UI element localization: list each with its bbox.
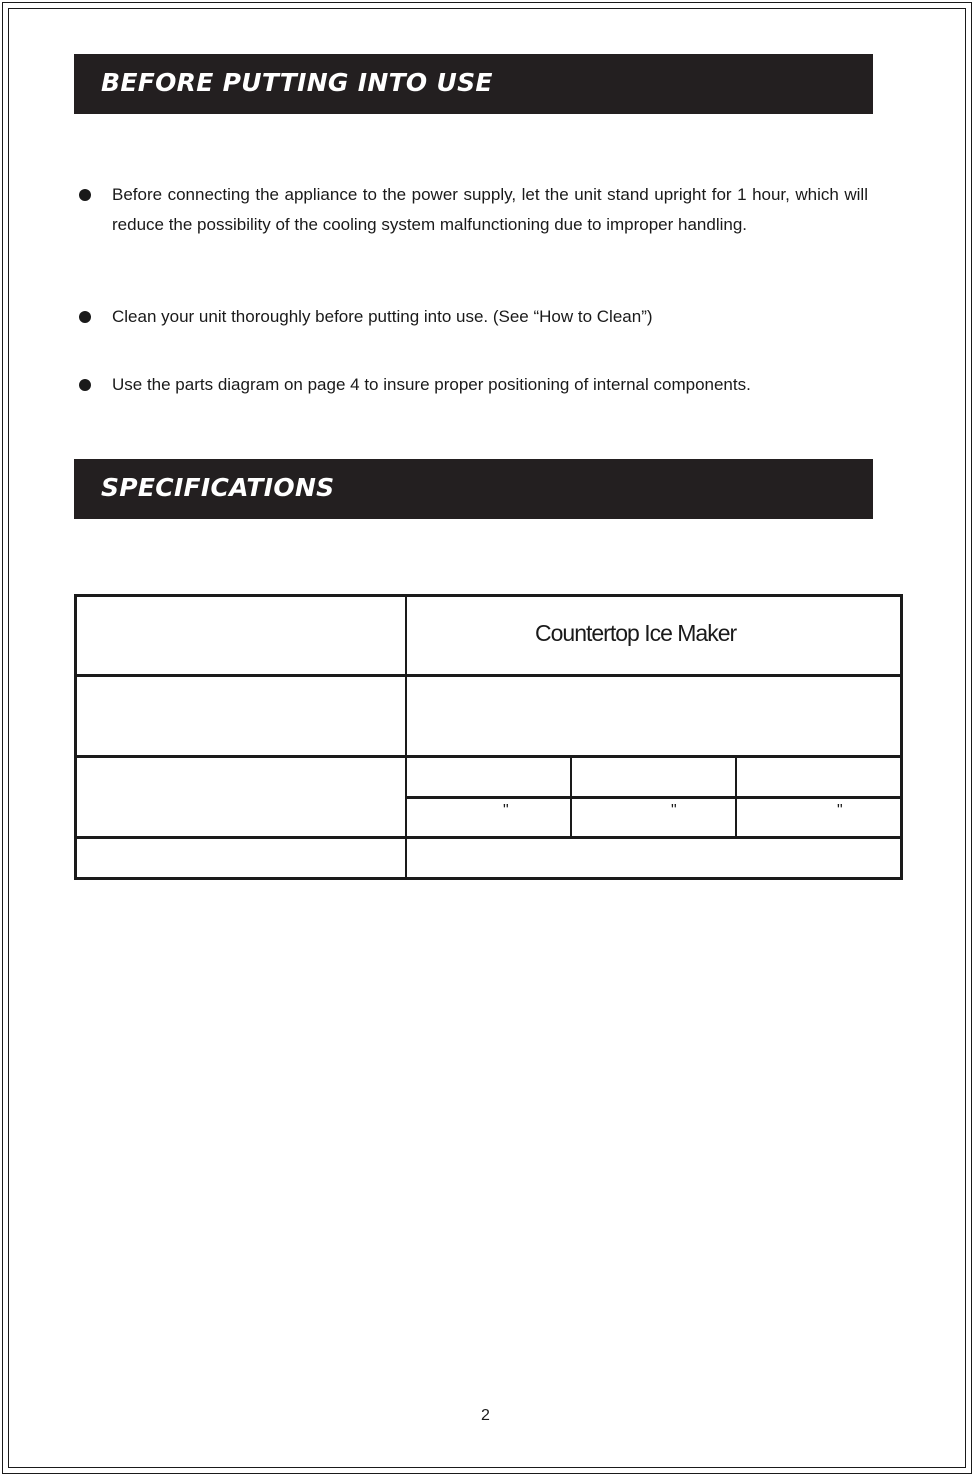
table-border-top: [74, 594, 903, 597]
table-row-divider: [74, 674, 903, 677]
table-subcolumn-divider: [735, 755, 737, 837]
table-subrow-divider: [405, 796, 903, 799]
product-name-cell: Countertop Ice Maker: [535, 620, 737, 646]
table-border-bottom: [74, 877, 903, 880]
specifications-table: [74, 594, 903, 880]
list-item-text: Clean your unit thoroughly before putting into use. (See “How to Clean”): [112, 307, 653, 326]
list-item-text: Before connecting the appliance to the power supply, let the unit stand upright for 1 hour, which will reduce the possibility of the cooling system malfunctioning due to improper handling.: [112, 185, 868, 234]
bullet-icon: [79, 379, 91, 391]
table-subcolumn-divider: [570, 755, 572, 837]
page-number: 2: [481, 1407, 490, 1424]
dimension-mark: ": [671, 802, 677, 819]
table-row-divider: [74, 836, 903, 839]
section-header-before-use: [74, 54, 873, 114]
bullet-icon: [79, 189, 91, 201]
section-title: SPECIFICATIONS: [101, 473, 335, 502]
dimension-mark: ": [503, 802, 509, 819]
bullet-icon: [79, 311, 91, 323]
list-item-text: Use the parts diagram on page 4 to insure proper positioning of internal components.: [112, 375, 751, 394]
section-title: BEFORE PUTTING INTO USE: [101, 68, 493, 97]
dimension-mark: ": [837, 802, 843, 819]
section-header-specifications: [74, 459, 873, 519]
table-row-divider: [74, 755, 903, 758]
